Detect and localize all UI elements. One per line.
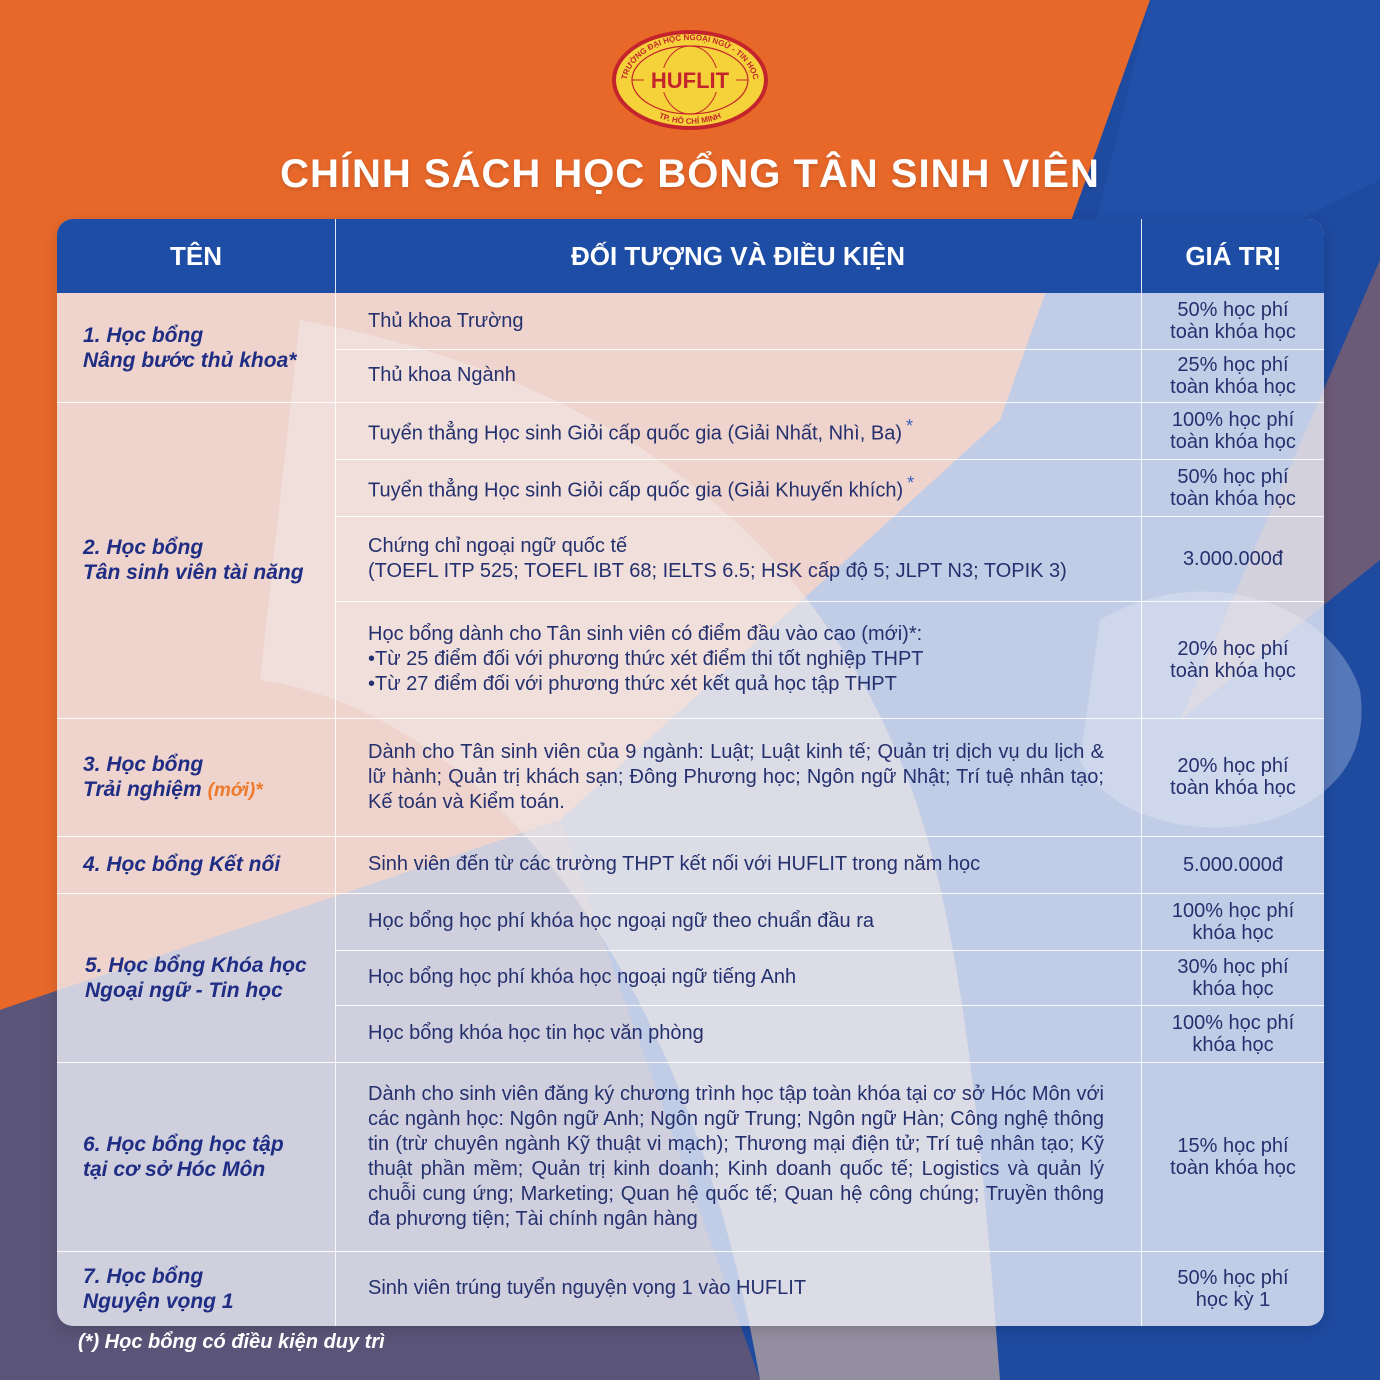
value-cell: 30% học phí khóa học <box>1177 955 1289 1000</box>
value-cell: 100% học phí khóa học <box>1171 1011 1295 1056</box>
scholarship-name-1: 1. Học bổng Nâng bước thủ khoa* <box>83 323 297 372</box>
new-tag: (mới)* <box>207 779 263 801</box>
value-cell: 5.000.000đ <box>1182 853 1284 876</box>
header-value: GIÁ TRỊ <box>1185 240 1281 271</box>
value-cell: 50% học phí học kỳ 1 <box>1177 1266 1289 1311</box>
header-condition: ĐỐI TƯỢNG VÀ ĐIỀU KIỆN <box>570 240 906 271</box>
value-cell: 100% học phí khóa học <box>1171 899 1295 944</box>
scholarship-name-4: 4. Học bổng Kết nối <box>83 853 281 876</box>
condition-cell: Tuyển thẳng Học sinh Giỏi cấp quốc gia (Giải Khuyến khích) * <box>368 473 915 502</box>
condition-cell: Học bổng học phí khóa học ngoại ngữ theo chuẩn đầu ra <box>368 910 874 932</box>
scholarship-name-6: 6. Học bổng học tập tại cơ sở Hóc Môn <box>83 1132 284 1181</box>
condition-cell: Học bổng học phí khóa học ngoại ngữ tiếng Anh <box>368 966 797 988</box>
value-cell: 20% học phí toàn khóa học <box>1170 755 1296 799</box>
condition-cell: Sinh viên trúng tuyển nguyện vọng 1 vào HUFLIT <box>368 1277 807 1299</box>
svg-text:HUFLIT: HUFLIT <box>650 68 730 93</box>
condition-cell: Học bổng khóa học tin học văn phòng <box>368 1022 704 1044</box>
value-cell: 20% học phí toàn khóa học <box>1170 637 1296 682</box>
scholarship-table <box>57 219 1324 1326</box>
huflit-logo <box>610 28 770 132</box>
svg-text:TP. HỒ CHÍ MINH: TP. HỒ CHÍ MINH <box>657 111 723 126</box>
value-cell: 25% học phí toàn khóa học <box>1170 353 1296 398</box>
value-cell: 50% học phí toàn khóa học <box>1170 465 1296 510</box>
svg-text:TRƯỜNG ĐẠI HỌC NGOẠI NGỮ - TIN: TRƯỜNG ĐẠI HỌC NGOẠI NGỮ - TIN HỌC <box>619 32 761 81</box>
condition-cell: Thủ khoa Trường <box>368 309 524 332</box>
header-name: TÊN <box>170 240 222 271</box>
condition-cell: Dành cho sinh viên đăng ký chương trình học tập toàn khóa tại cơ sở Hóc Môn với các ngành học: Ngôn ngữ Anh; Ngôn ngữ Trung; Ngôn ngữ Hàn; Công nghệ thông tin (trừ chuyên ngành Kỹ thuật vi mạch); Thương mại điện tử; Trí tuệ nhân tạo; Kỹ thuật phần mềm; Quản trị kinh doanh; Kinh doanh quốc tế; Logistics và quản lý chuỗi cung ứng; Marketing; Quan hệ quốc tế; Quan hệ công chúng; Truyền thông đa phương tiện; Tài chính ngân hàng <box>368 1082 1104 1230</box>
condition-cell: Chứng chỉ ngoại ngữ quốc tế (TOEFL ITP 525; TOEFL IBT 68; IELTS 6.5; HSK cấp độ 5; JLPT N3; TOPIK 3) <box>368 534 1067 582</box>
value-cell: 3.000.000đ <box>1182 547 1284 570</box>
value-cell: 15% học phí toàn khóa học <box>1170 1134 1296 1179</box>
scholarship-name-3: 3. Học bổng Trải nghiệm (mới)* <box>83 752 263 801</box>
footnote: (*) Học bổng có điều kiện duy trì <box>78 1331 385 1353</box>
condition-cell: Dành cho Tân sinh viên của 9 ngành: Luật; Luật kinh tế; Quản trị dịch vụ du lịch & lữ hành; Quản trị khách sạn; Đông Phương học; Ngôn ngữ Nhật; Trí tuệ nhân tạo; Kế toán và Kiểm toán. <box>368 740 1104 813</box>
value-cell: 100% học phí toàn khóa học <box>1170 408 1296 453</box>
condition-cell: Học bổng dành cho Tân sinh viên có điểm đầu vào cao (mới)*: •Từ 25 điểm đối với phương thức xét điểm thi tốt nghiệp THPT •Từ 27 điểm đối với phương thức xét kết quả học tập THPT <box>368 623 924 695</box>
page-title: CHÍNH SÁCH HỌC BỔNG TÂN SINH VIÊN <box>280 152 1100 196</box>
scholarship-name-5: 5. Học bổng Khóa học Ngoại ngữ - Tin học <box>85 953 307 1002</box>
scholarship-name-7: 7. Học bổng Nguyện vọng 1 <box>83 1264 234 1313</box>
condition-cell: Sinh viên đến từ các trường THPT kết nối với HUFLIT trong năm học <box>368 853 981 875</box>
value-cell: 50% học phí toàn khóa học <box>1170 299 1296 343</box>
condition-cell: Tuyển thẳng Học sinh Giỏi cấp quốc gia (Giải Nhất, Nhì, Ba) * <box>368 416 913 445</box>
condition-cell: Thủ khoa Ngành <box>368 364 516 386</box>
scholarship-name-2: 2. Học bổng Tân sinh viên tài năng <box>83 536 304 584</box>
